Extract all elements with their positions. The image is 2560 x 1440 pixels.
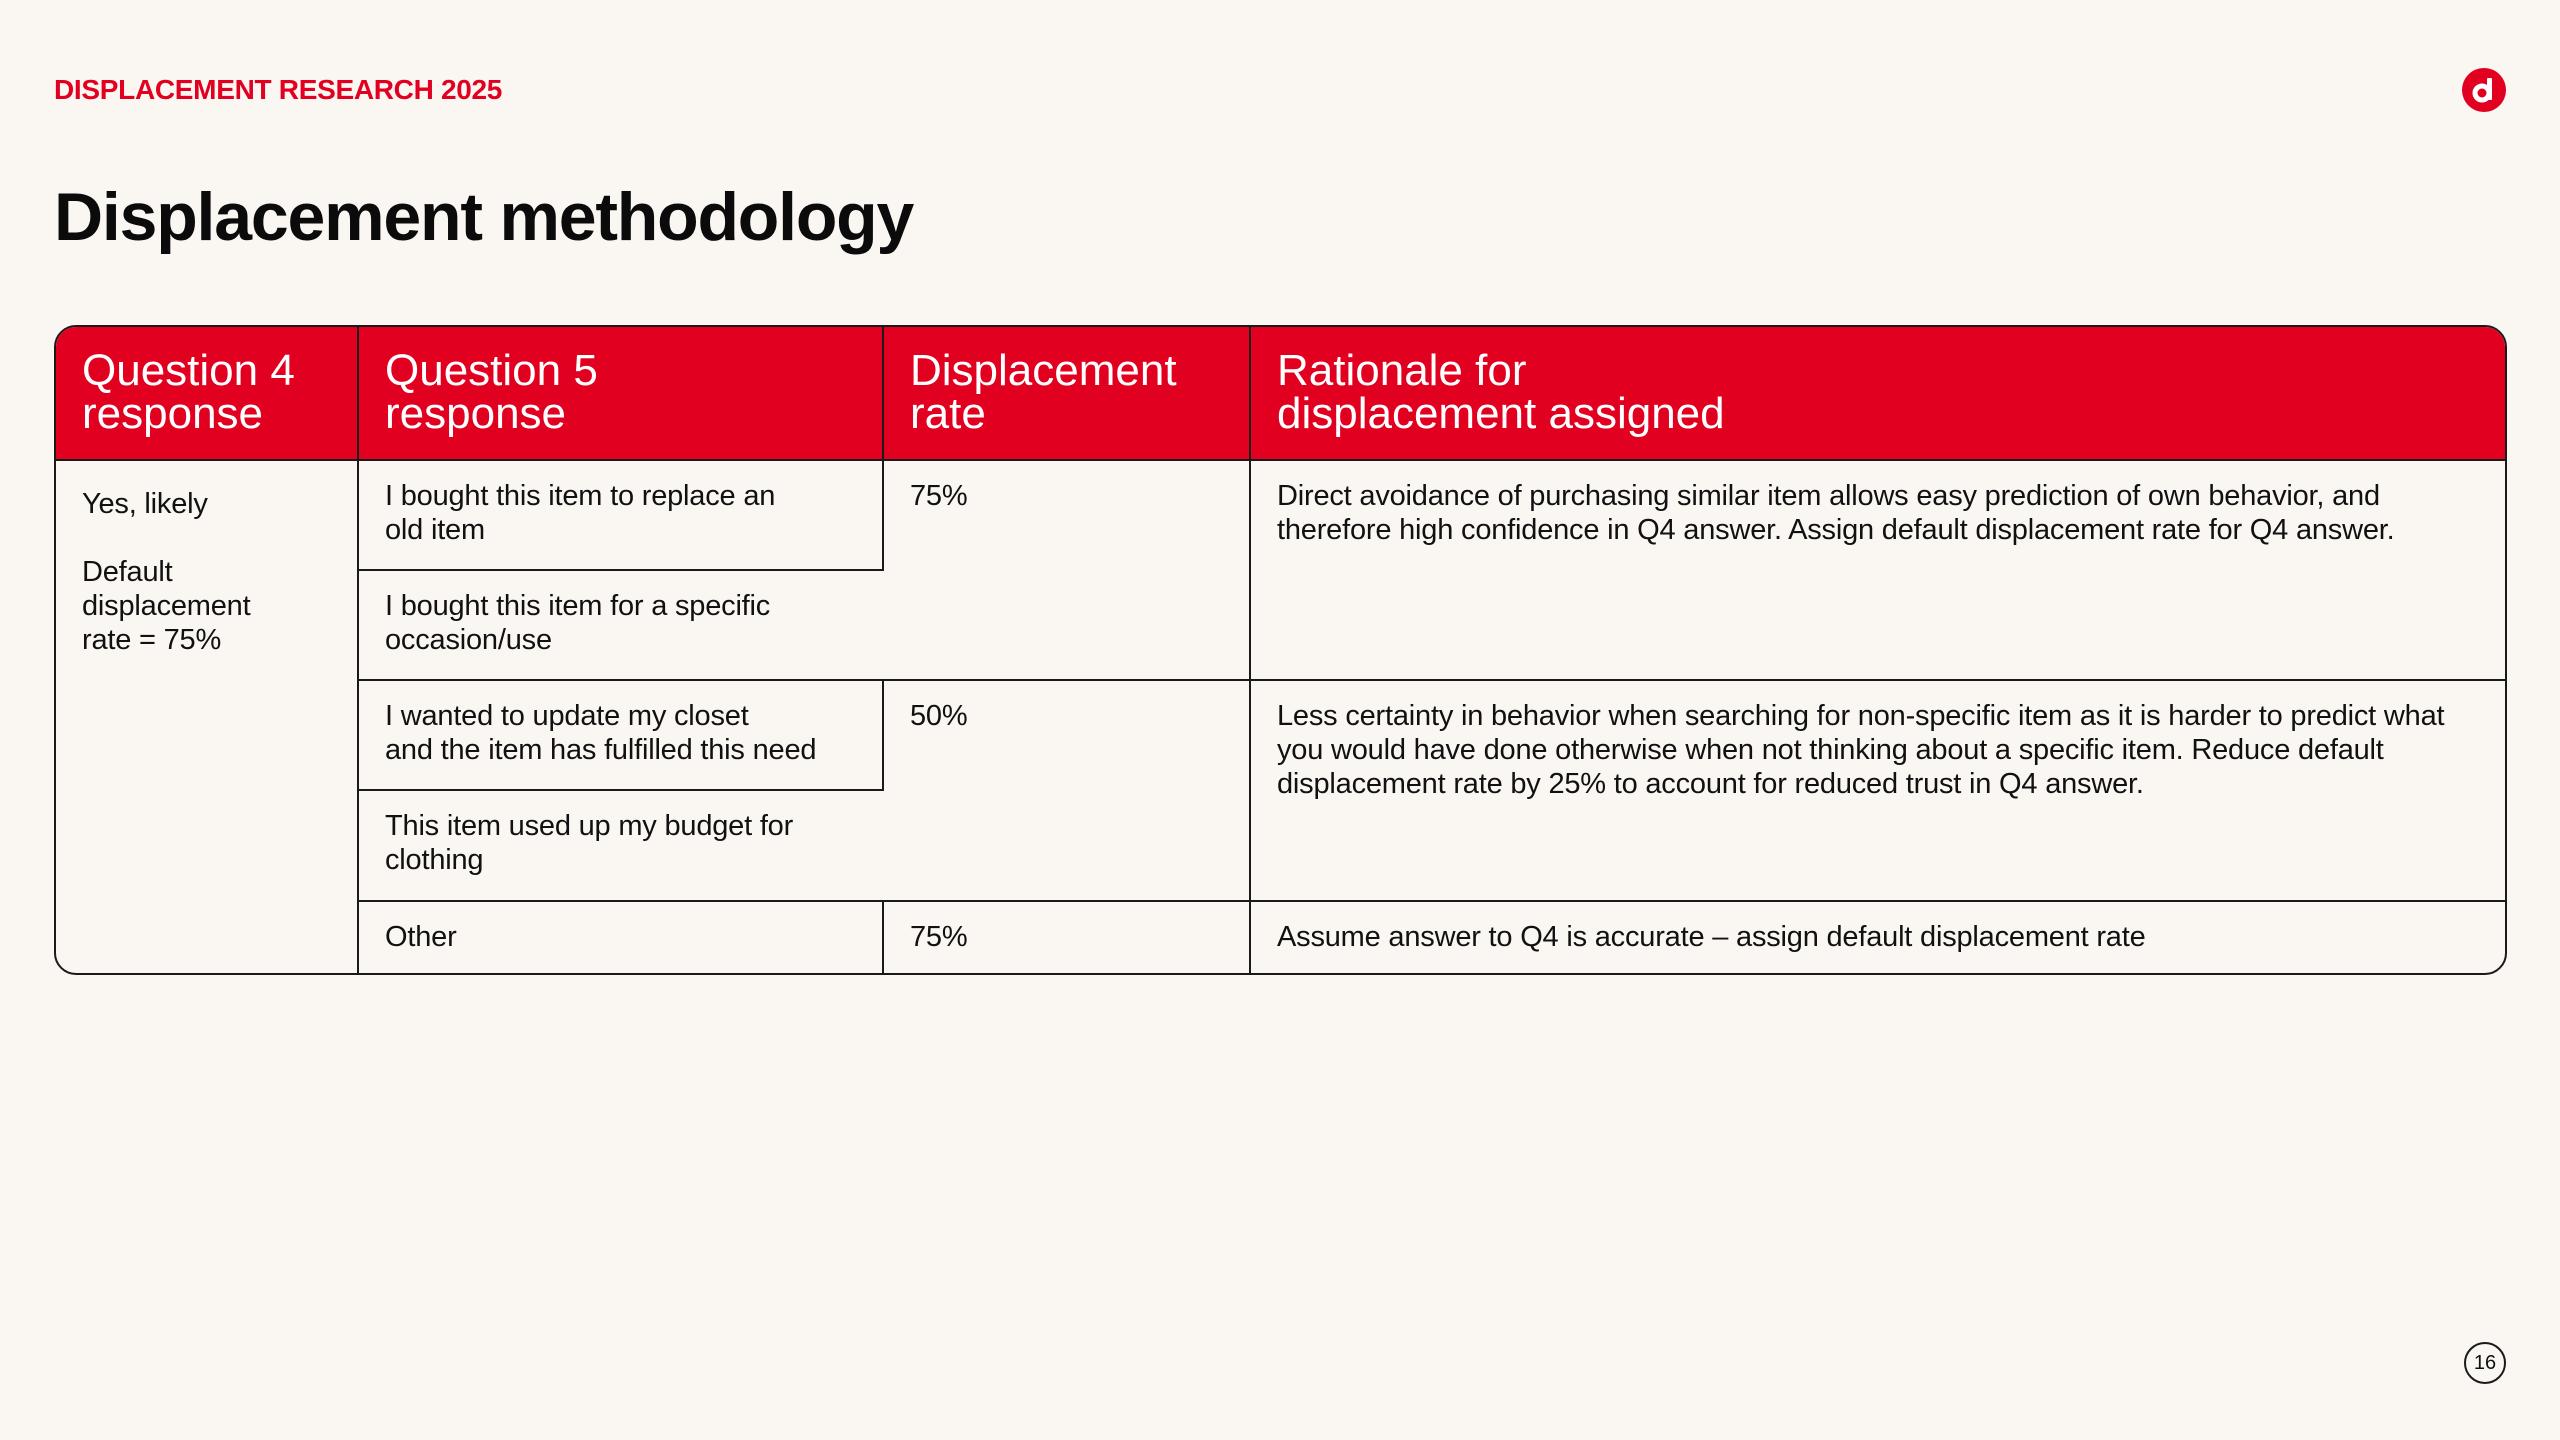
q5-response-cell: Other [358,901,883,975]
header-rationale: Rationale for displacement assigned [1250,327,2505,460]
table-row [56,460,2505,570]
rationale-cell: Less certainty in behavior when searching for non-specific item as it is harder to predict what you would have done otherwise when not thinking about a specific item. Reduce default displacement rate by 25% to account for reduced trust in Q4 answer. [1250,680,2505,901]
table-header-row [56,327,2505,460]
section-kicker: DISPLACEMENT RESEARCH 2025 [54,74,503,105]
q4-response-cell: Yes, likely Default displacement rate = 75% [56,460,358,975]
d-logo-icon [2462,68,2506,112]
rationale-cell: Direct avoidance of purchasing similar item allows easy prediction of own behavior, and therefore high confidence in Q4 answer. Assign default displacement rate for Q4 answer. [1250,460,2505,680]
displacement-rate-cell: 75% [883,901,1250,975]
header-q4-response: Question 4 response [56,327,358,460]
page-title: Displacement methodology [54,179,914,255]
q5-response-cell: I bought this item to replace an old item [358,460,883,570]
page-number: 16 [2464,1342,2506,1384]
q5-response-cell: This item used up my budget for clothing [358,790,883,901]
displacement-rate-cell: 50% [883,680,1250,901]
header-displacement-rate: Displacement rate [883,327,1250,460]
q5-response-cell: I wanted to update my closet and the item has fulfilled this need [358,680,883,790]
q5-response-cell: I bought this item for a specific occasion/use [358,570,883,680]
table-row [56,680,2505,790]
rationale-cell: Assume answer to Q4 is accurate – assign default displacement rate [1250,901,2505,975]
header-q5-response: Question 5 response [358,327,883,460]
displacement-rate-cell: 75% [883,460,1250,680]
table-row [56,901,2505,975]
methodology-table [54,325,2507,975]
